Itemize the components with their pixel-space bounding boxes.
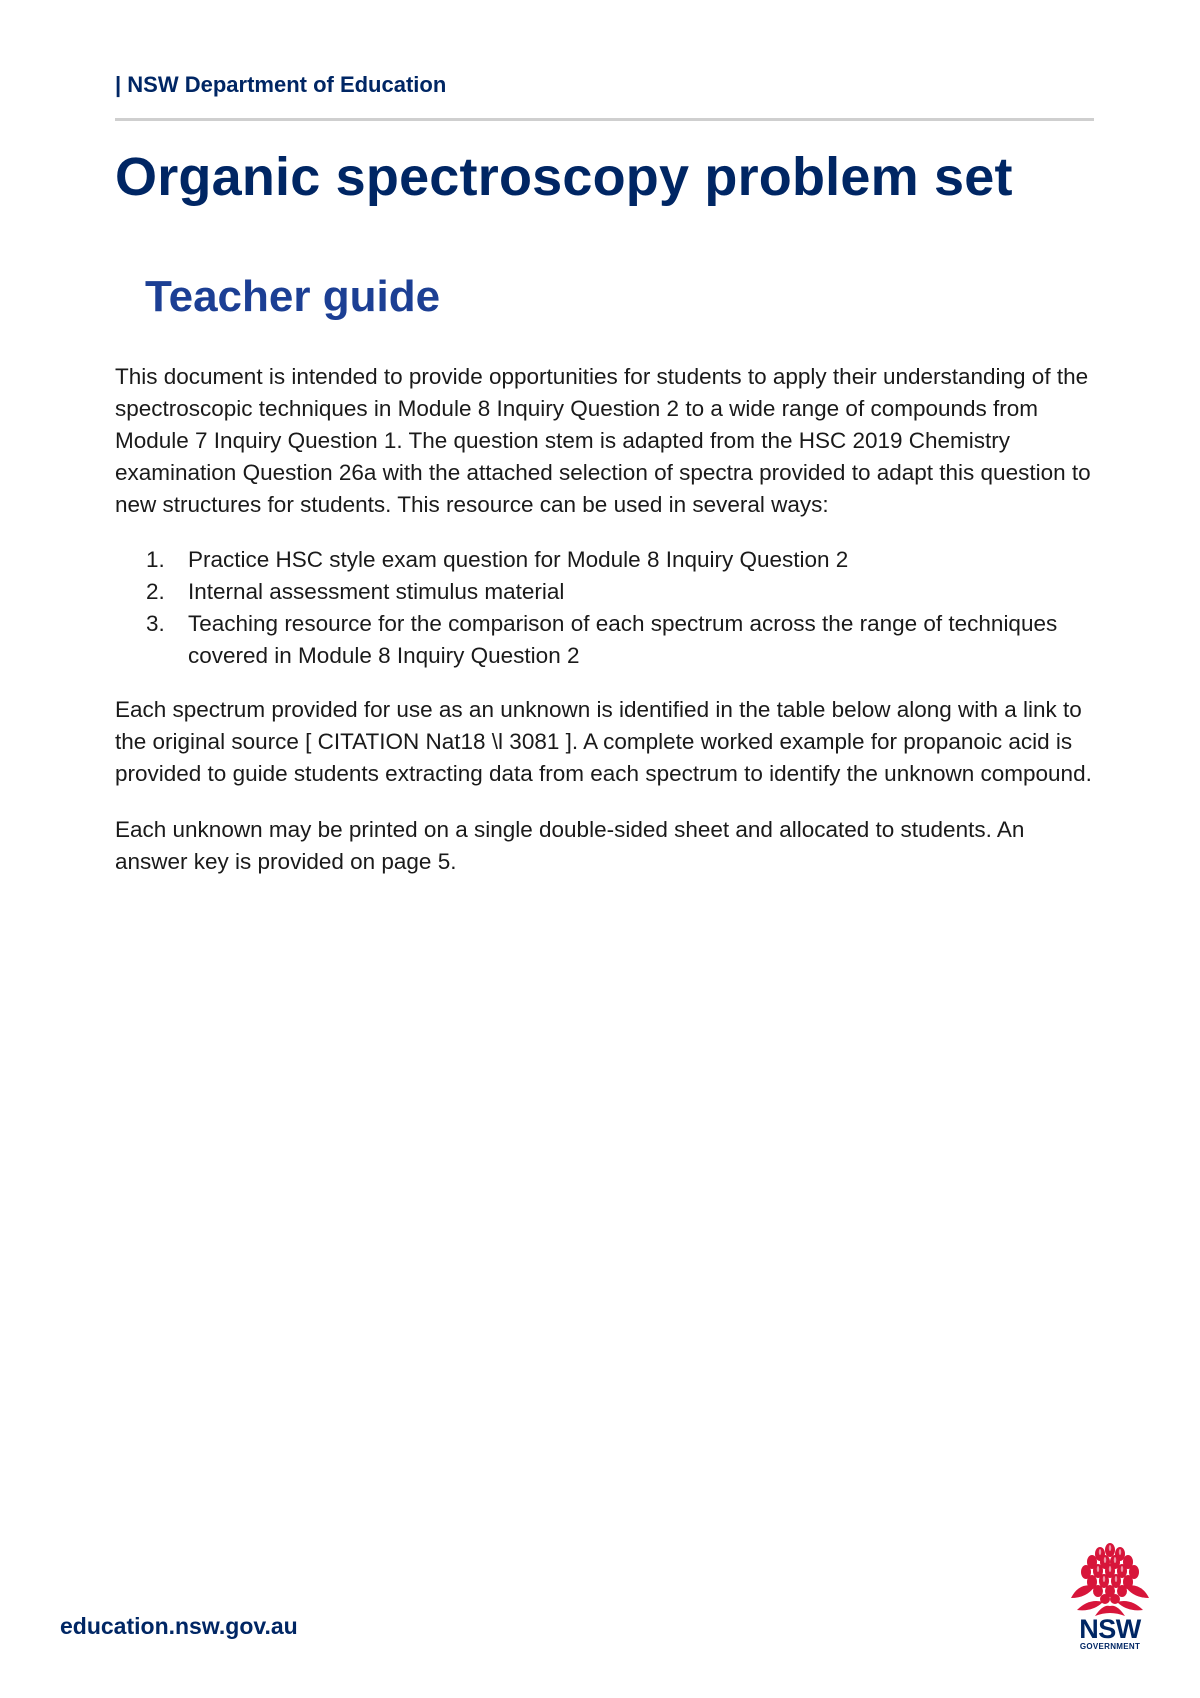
nsw-government-logo bbox=[1065, 1540, 1155, 1665]
answer-key-paragraph: Each unknown may be printed on a single double-sided sheet and allocated to students. An answer key is provided on page 5. bbox=[115, 817, 1025, 874]
unknown-paragraph: Each spectrum provided for use as an unknown is identified in the table below along with a link to the original source [ CITATION Nat18 \l 3081 ]. A complete worked example for propanoic acid is provided to guide students extracting data from each spectrum to identify the unknown compound. bbox=[115, 697, 1092, 786]
list-item-text: Practice HSC style exam question for Module 8 Inquiry Question 2 bbox=[188, 547, 849, 572]
list-item bbox=[146, 544, 1100, 576]
document-title: Organic spectroscopy problem set bbox=[115, 147, 1013, 207]
header-department: | NSW Department of Education bbox=[115, 72, 447, 97]
uses-list bbox=[115, 544, 1100, 672]
list-item bbox=[146, 576, 1100, 608]
list-item-number: 1. bbox=[146, 547, 165, 572]
waratah-flower-icon bbox=[1065, 1540, 1155, 1620]
list-item bbox=[146, 608, 1100, 672]
list-item-text: Internal assessment stimulus material bbox=[188, 579, 565, 604]
document-subtitle: Teacher guide bbox=[145, 272, 441, 321]
list-item-number: 3. bbox=[146, 611, 165, 636]
logo-nsw-text: NSW bbox=[1079, 1614, 1141, 1644]
logo-government-text: GOVERNMENT bbox=[1079, 1642, 1141, 1651]
footer-url: education.nsw.gov.au bbox=[60, 1613, 298, 1639]
list-item-number: 2. bbox=[146, 579, 165, 604]
document-body bbox=[115, 361, 1100, 878]
list-item-text: Teaching resource for the comparison of each spectrum across the range of techniques covered in Module 8 Inquiry Question 2 bbox=[188, 611, 1058, 668]
intro-paragraph: This document is intended to provide opportunities for students to apply their understanding of the spectroscopic techniques in Module 8 Inquiry Question 2 to a wide range of compounds from Module 7 Inquiry Question 1. The question stem is adapted from the HSC 2019 Chemistry examination Question 26a with the attached selection of spectra provided to adapt this question to new structures for students. This resource can be used in several ways: bbox=[115, 364, 1091, 517]
header-divider bbox=[115, 118, 1094, 121]
